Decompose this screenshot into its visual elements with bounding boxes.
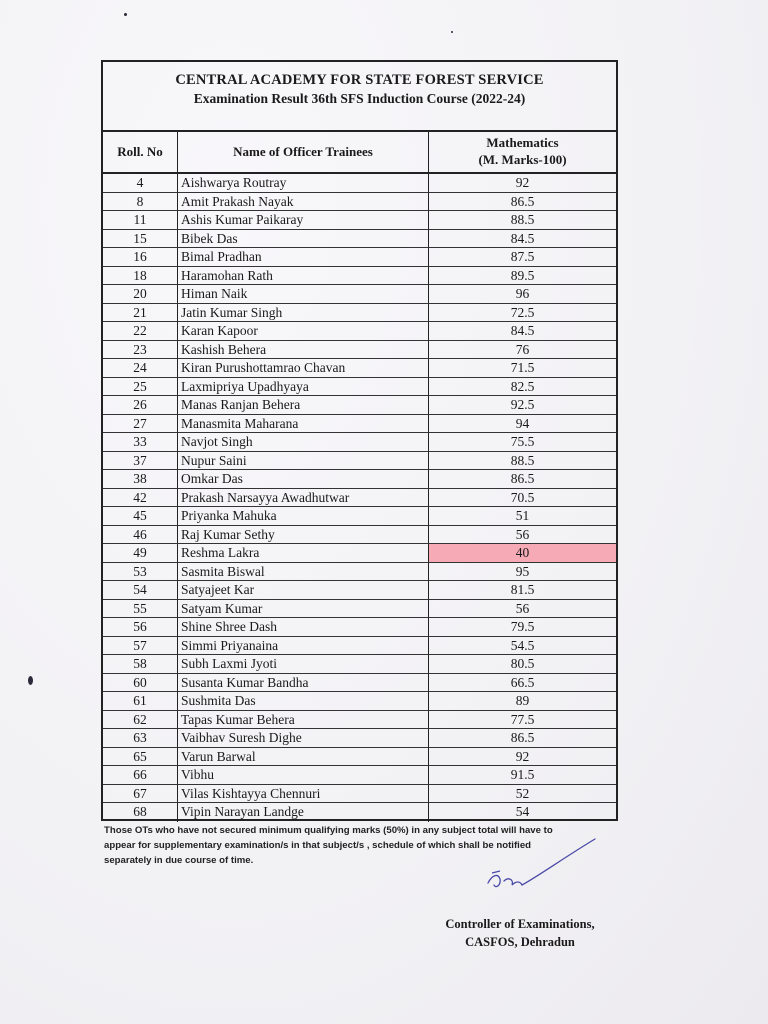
mark-cell: 70.5	[510, 489, 535, 505]
mark-cell: 92	[515, 748, 530, 764]
signatory-office: CASFOS, Dehradun	[465, 935, 575, 949]
roll-number-cell: 8	[103, 193, 178, 211]
mark-cell: 86.5	[510, 730, 535, 745]
trainee-name-cell: Satyam Kumar	[178, 600, 429, 618]
mark-cell: 96	[515, 286, 530, 301]
header-roll-no: Roll. No	[103, 132, 178, 172]
roll-number-cell: 58	[103, 655, 178, 673]
table-row	[103, 285, 616, 304]
table-row	[103, 415, 616, 434]
mark-cell: 54	[515, 804, 530, 819]
table-row	[103, 711, 616, 730]
trainee-name-cell: Satyajeet Kar	[178, 581, 429, 599]
roll-number-cell: 25	[103, 378, 178, 396]
mark-cell: 81.5	[510, 582, 535, 597]
trainee-name-cell: Nupur Saini	[178, 452, 429, 470]
table-row	[103, 230, 616, 249]
roll-number-cell: 61	[103, 692, 178, 710]
trainee-name-cell: Jatin Kumar Singh	[178, 304, 429, 322]
roll-number-cell: 21	[103, 304, 178, 322]
table-row	[103, 526, 616, 545]
mark-cell: 89.5	[510, 267, 535, 283]
trainee-name-cell: Ashis Kumar Paikaray	[178, 211, 429, 229]
header-mathematics	[429, 134, 616, 168]
document-subtitle: Examination Result 36th SFS Induction Course (2022-24)	[193, 91, 526, 106]
mark-cell: 84.5	[510, 230, 535, 246]
mark-cell: 92	[515, 175, 530, 190]
table-row	[103, 544, 616, 563]
trainee-name-cell: Vipin Narayan Landge	[178, 803, 429, 822]
table-row	[103, 322, 616, 341]
trainee-name-cell: Raj Kumar Sethy	[178, 526, 429, 544]
trainee-name-cell: Bimal Pradhan	[178, 248, 429, 266]
mark-cell: 92.5	[510, 397, 535, 412]
roll-number-cell: 11	[103, 211, 178, 229]
trainee-name-cell: Priyanka Mahuka	[178, 507, 429, 525]
table-row	[103, 304, 616, 323]
roll-number-cell: 55	[103, 600, 178, 618]
table-row	[103, 248, 616, 267]
mark-cell: 56	[515, 526, 530, 542]
signature-icon	[470, 835, 600, 905]
mark-cell: 88.5	[510, 452, 535, 468]
table-row	[103, 600, 616, 619]
note-line: Those OTs who have not secured minimum qualifying marks (50%) in any subject total will have to	[104, 825, 553, 836]
roll-number-cell: 38	[103, 470, 178, 488]
roll-number-cell: 53	[103, 563, 178, 581]
table-row	[103, 581, 616, 600]
result-table-frame	[101, 60, 618, 821]
table-row	[103, 785, 616, 804]
trainee-name-cell: Himan Naik	[178, 285, 429, 303]
mark-cell: 66.5	[510, 674, 535, 690]
trainee-name-cell: Haramohan Rath	[178, 267, 429, 285]
mark-cell: 72.5	[510, 304, 535, 320]
table-row	[103, 378, 616, 397]
roll-number-cell: 63	[103, 729, 178, 747]
trainee-name-cell: Karan Kapoor	[178, 322, 429, 340]
mark-cell: 76	[515, 341, 530, 357]
trainee-name-cell: Vibhu	[178, 766, 429, 784]
trainee-name-cell: Omkar Das	[178, 470, 429, 488]
table-row	[103, 729, 616, 748]
table-row	[103, 174, 616, 193]
table-row	[103, 489, 616, 508]
roll-number-cell: 24	[103, 359, 178, 377]
table-row	[103, 803, 616, 822]
roll-number-cell: 22	[103, 322, 178, 340]
mark-cell: 91.5	[510, 767, 535, 782]
mark-cell: 52	[515, 785, 530, 801]
mark-cell: 86.5	[510, 471, 535, 486]
note-line: separately in due course of time.	[104, 855, 254, 866]
table-row	[103, 766, 616, 785]
document-title: CENTRAL ACADEMY FOR STATE FOREST SERVICE	[175, 72, 544, 88]
roll-number-cell: 37	[103, 452, 178, 470]
table-row	[103, 637, 616, 656]
table-body	[103, 174, 616, 822]
roll-number-cell: 62	[103, 711, 178, 729]
table-row	[103, 193, 616, 212]
table-header-row	[103, 132, 616, 174]
scan-speck	[124, 13, 127, 16]
table-row	[103, 674, 616, 693]
roll-number-cell: 54	[103, 581, 178, 599]
mark-cell: 75.5	[510, 434, 535, 449]
mark-cell: 94	[515, 415, 530, 431]
scan-speck	[28, 676, 33, 685]
trainee-name-cell: Vaibhav Suresh Dighe	[178, 729, 429, 747]
mark-cell: 89	[515, 693, 530, 708]
signatory-designation: Controller of Examinations,	[445, 917, 595, 931]
trainee-name-cell: Susanta Kumar Bandha	[178, 674, 429, 692]
table-row	[103, 618, 616, 637]
table-row	[103, 211, 616, 230]
table-row	[103, 692, 616, 711]
trainee-name-cell: Subh Laxmi Jyoti	[178, 655, 429, 673]
mark-cell: 71.5	[510, 360, 535, 375]
roll-number-cell: 56	[103, 618, 178, 636]
trainee-name-cell: Amit Prakash Nayak	[178, 193, 429, 211]
header-subject: Mathematics	[486, 135, 559, 150]
table-row	[103, 359, 616, 378]
table-row	[103, 507, 616, 526]
header-name: Name of Officer Trainees	[178, 132, 429, 172]
document-header	[103, 62, 616, 132]
roll-number-cell: 16	[103, 248, 178, 266]
roll-number-cell: 60	[103, 674, 178, 692]
table-row	[103, 433, 616, 452]
roll-number-cell: 65	[103, 748, 178, 766]
trainee-name-cell: Vilas Kishtayya Chennuri	[178, 785, 429, 803]
mark-cell: 95	[515, 563, 530, 579]
roll-number-cell: 4	[103, 174, 178, 192]
mark-cell: 84.5	[510, 323, 535, 338]
roll-number-cell: 15	[103, 230, 178, 248]
mark-cell: 51	[515, 508, 530, 523]
roll-number-cell: 46	[103, 526, 178, 544]
roll-number-cell: 23	[103, 341, 178, 359]
signatory-block	[420, 915, 620, 951]
mark-cell: 56	[515, 600, 530, 616]
roll-number-cell: 57	[103, 637, 178, 655]
mark-cell: 82.5	[510, 378, 535, 394]
mark-cell: 54.5	[510, 637, 535, 653]
trainee-name-cell: Sushmita Das	[178, 692, 429, 710]
trainee-name-cell: Reshma Lakra	[178, 544, 429, 562]
trainee-name-cell: Aishwarya Routray	[178, 174, 429, 192]
failed-mark-cell: 40	[429, 544, 616, 562]
mark-cell: 88.5	[510, 212, 535, 227]
table-row	[103, 563, 616, 582]
roll-number-cell: 27	[103, 415, 178, 433]
trainee-name-cell: Simmi Priyanaina	[178, 637, 429, 655]
roll-number-cell: 49	[103, 544, 178, 562]
roll-number-cell: 42	[103, 489, 178, 507]
mark-cell: 79.5	[510, 619, 535, 634]
trainee-name-cell: Tapas Kumar Behera	[178, 711, 429, 729]
note-line: appear for supplementary examination/s in that subject/s , schedule of which shall be notified	[104, 840, 532, 851]
roll-number-cell: 66	[103, 766, 178, 784]
scan-speck	[451, 31, 453, 33]
trainee-name-cell: Sasmita Biswal	[178, 563, 429, 581]
table-row	[103, 452, 616, 471]
trainee-name-cell: Laxmipriya Upadhyaya	[178, 378, 429, 396]
trainee-name-cell: Kashish Behera	[178, 341, 429, 359]
roll-number-cell: 18	[103, 267, 178, 285]
table-row	[103, 396, 616, 415]
table-row	[103, 267, 616, 286]
trainee-name-cell: Navjot Singh	[178, 433, 429, 451]
trainee-name-cell: Manasmita Maharana	[178, 415, 429, 433]
mark-cell: 86.5	[510, 193, 535, 209]
table-row	[103, 655, 616, 674]
trainee-name-cell: Kiran Purushottamrao Chavan	[178, 359, 429, 377]
trainee-name-cell: Varun Barwal	[178, 748, 429, 766]
table-row	[103, 470, 616, 489]
trainee-name-cell: Shine Shree Dash	[178, 618, 429, 636]
roll-number-cell: 33	[103, 433, 178, 451]
trainee-name-cell: Prakash Narsayya Awadhutwar	[178, 489, 429, 507]
roll-number-cell: 26	[103, 396, 178, 414]
roll-number-cell: 68	[103, 803, 178, 822]
table-row	[103, 748, 616, 767]
header-max-marks: (M. Marks-100)	[478, 152, 567, 167]
roll-number-cell: 20	[103, 285, 178, 303]
trainee-name-cell: Bibek Das	[178, 230, 429, 248]
trainee-name-cell: Manas Ranjan Behera	[178, 396, 429, 414]
roll-number-cell: 45	[103, 507, 178, 525]
mark-cell: 77.5	[510, 711, 535, 727]
mark-cell: 80.5	[510, 656, 535, 671]
table-row	[103, 341, 616, 360]
roll-number-cell: 67	[103, 785, 178, 803]
mark-cell: 87.5	[510, 249, 535, 264]
